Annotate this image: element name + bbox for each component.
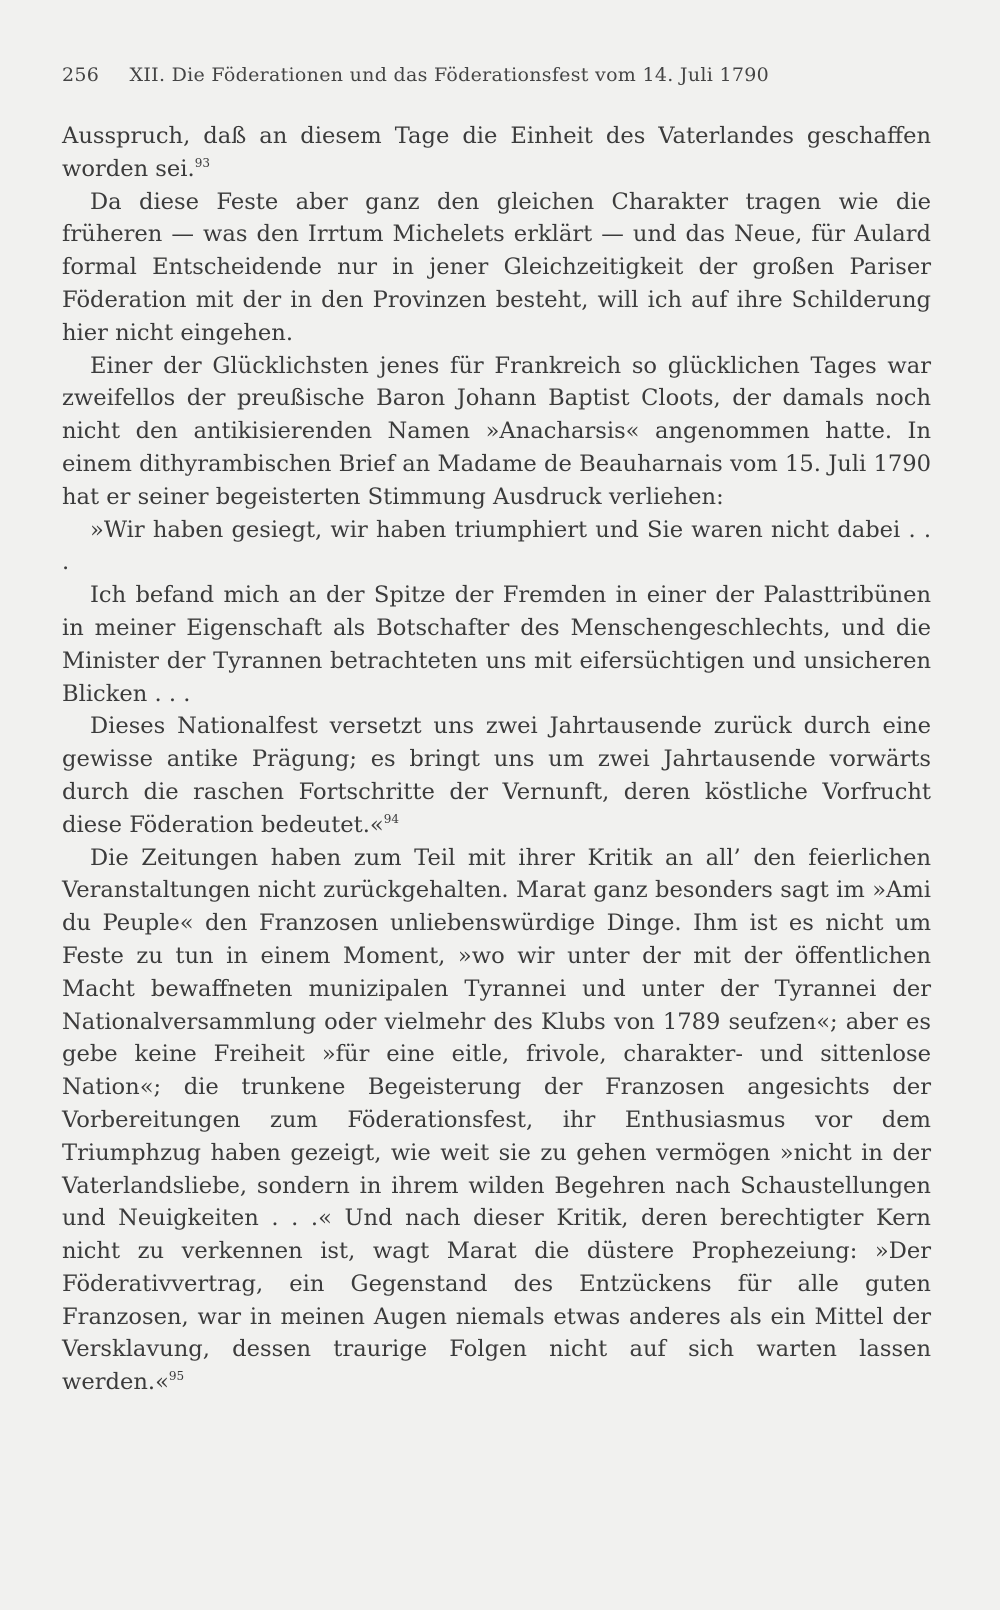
paragraph-text: Die Zeitungen haben zum Teil mit ihrer Kritik an all’ den feierlichen Veranstaltungen nicht zurückgehalten. Marat ganz besonders sagt im »Ami du Peuple« den Franzosen unliebenswürdige Dinge. Ihm ist es nicht um Feste zu tun in einem Moment, »wo wir unter der mit der öffentlichen Macht bewaffneten munizipalen Tyrannei und unter der Tyrannei der Nationalversammlung oder vielmehr des Klubs von 1789 seufzen«; aber es gebe keine Freiheit »für eine eitle, frivole, charakter- und sittenlose Nation«; die trunkene Begeisterung der Franzosen angesichts der Vorbereitungen zum Föderationsfest, ihr Enthusiasmus vor dem Triumphzug haben gezeigt, wie weit sie zu gehen vermögen »nicht in der Vaterlandsliebe, sondern in ihrem wilden Begehren nach Schaustellungen und Neuigkeiten . . .« Und nach dieser Kritik, deren berechtigter Kern nicht zu verkennen ist, wagt Marat die düstere Prophezeiung: »Der Föderativvertrag, ein Gegenstand des Entzückens für alle guten Franzosen, war in meinen Augen niemals etwas anderes als ein Mittel der Versklavung, dessen traurige Folgen nicht auf sich warten lassen werden.« xyxy=(62,844,931,1396)
paragraph xyxy=(62,350,931,514)
paragraph-text: Da diese Feste aber ganz den gleichen Charakter tragen wie die früheren — was den Irrtum Michelets erklärt — und das Neue, für Aulard formal Entscheidende nur in jener Gleichzeitigkeit der großen Pariser Föderation mit der in den Provinzen besteht, will ich auf ihre Schilderung hier nicht eingehen. xyxy=(62,188,931,346)
paragraph xyxy=(62,842,931,1400)
paragraph-text: Ich befand mich an der Spitze der Fremden in einer der Palasttribünen in meiner Eigenschaft als Botschafter des Menschengeschlechts, und die Minister der Tyrannen betrachteten uns mit eifersüchtigen und unsicheren Blicken . . . xyxy=(62,582,931,707)
footnote-ref: 95 xyxy=(168,1369,185,1384)
paragraph xyxy=(62,120,931,186)
running-title: XII. Die Föderationen und das Föderationsfest vom 14. Juli 1790 xyxy=(129,64,770,86)
footnote-ref: 93 xyxy=(194,155,210,170)
paragraph-text: »Wir haben gesiegt, wir haben triumphiert und Sie waren nicht dabei . . . xyxy=(62,516,931,576)
paragraph-text: Einer der Glücklichsten jenes für Frankreich so glücklichen Tages war zweifellos der preußische Baron Johann Baptist Cloots, der damals noch nicht den antikisierenden Namen »Anacharsis« angenommen hatte. In einem dithyrambischen Brief an Madame de Beauharnais vom 15. Juli 1790 hat er seiner begeisterten Stimmung Ausdruck verliehen: xyxy=(62,352,931,510)
running-head xyxy=(62,64,932,86)
quote-paragraph xyxy=(62,514,931,580)
paragraph-text: Ausspruch, daß an diesem Tage die Einheit des Vaterlandes geschaffen worden sei. xyxy=(62,123,931,182)
page-number: 256 xyxy=(62,64,100,86)
paragraph xyxy=(62,186,931,350)
paragraph-text: Dieses Nationalfest versetzt uns zwei Jahrtausende zurück durch eine gewisse antike Prägung; es bringt uns um zwei Jahrtausende vorwärts durch die raschen Fortschritte der Vernunft, deren köstliche Vorfrucht diese Föderation bedeutet.« xyxy=(62,713,931,838)
quote-paragraph xyxy=(62,579,931,710)
footnote-ref: 94 xyxy=(383,811,400,826)
body-text xyxy=(62,120,931,1399)
quote-paragraph xyxy=(62,710,931,841)
